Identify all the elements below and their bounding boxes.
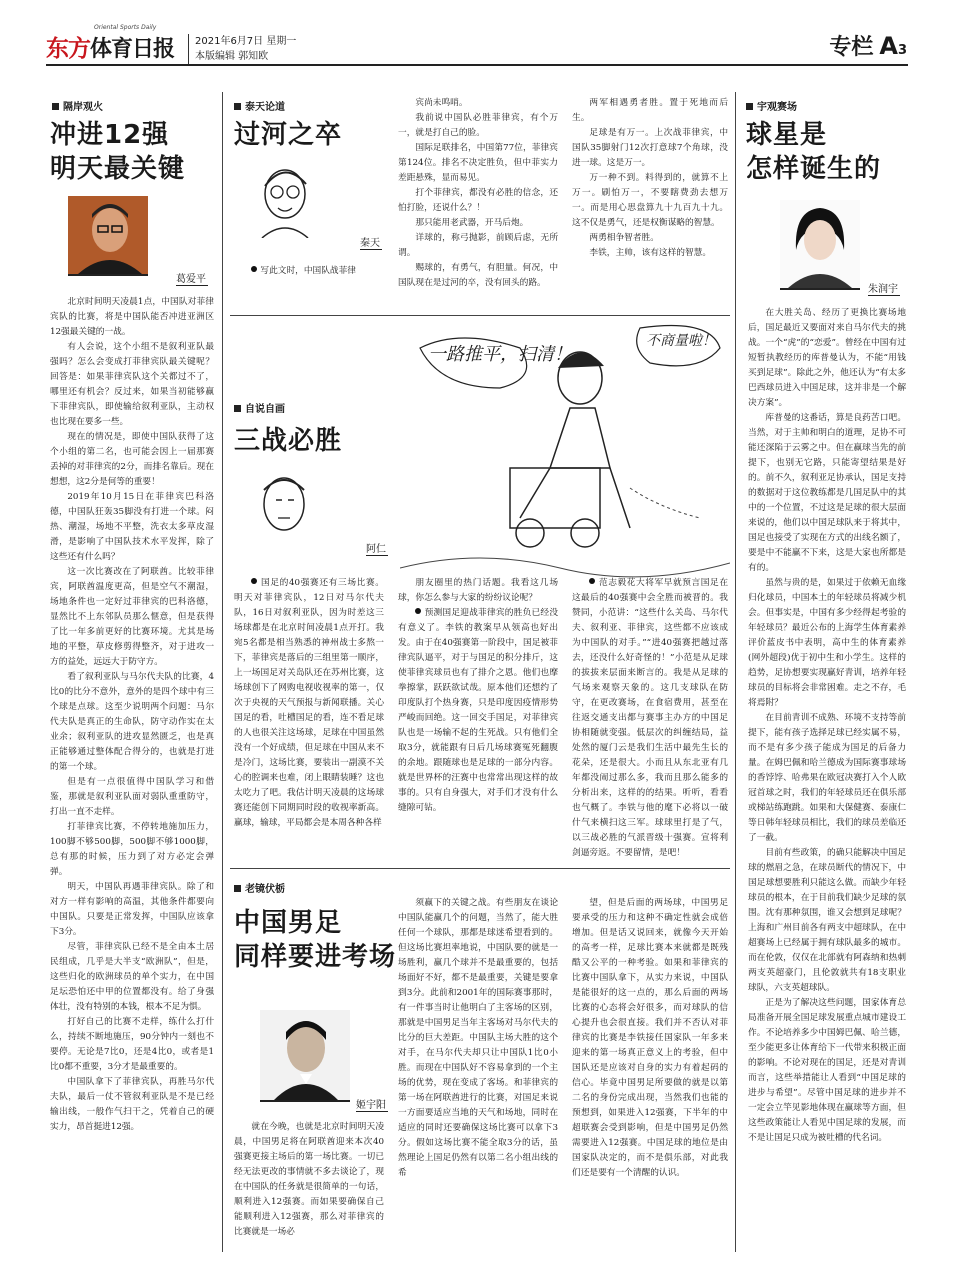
paragraph: 北京时间明天凌晨1点，中国队对菲律宾队的比赛，将是中国队能否冲进亚洲区12强最关键的一战。 [50, 297, 214, 337]
paragraph: 宾尚未鸣哨。 [415, 98, 468, 108]
article-body [572, 96, 728, 306]
article-body [234, 264, 384, 309]
paragraph: 望，但是后面的两场球，中国男足要承受的压力和这种不确定性就会成倍增加。但是话又说回来，就像今天开始的高考一样，足球比赛本来就都是既残酷又公平的一种考验。如果和菲律宾的比赛中国队拿下，从实力来说，中国队是能很好的这一点的，那么后面的两场比赛的心态将会好很多，而对球队的信心提升也会很直接。我们并不否认对菲律宾的比赛是李铁接任国家队一年多来迎来的第一场真正意义上的考验，但中国队还是应该对自身的实力有着起码的信心。毕竟中国男足所要做的就是以第二名的身份完成出现，当然我们也能的预想到，如果进入12强赛，下半年的中超联赛会受到影响，但是中国男足仍然需要进入12强赛。中国足球的地位是由国家队决定的，而不是俱乐部，对此我们还是要有一个清醒的认识。 [572, 898, 728, 1178]
paragraph: 朋友圈里的热门话题。我看这几场球，你怎么参与大家的纷纷议论呢？ [398, 578, 558, 603]
paragraph: 现在的情况是，即使中国队获得了这个小组的第二名，也可能会因上一届那赛丢掉的对菲律宾的2分，而排名靠后。现在想想，这2分是何等的重要！ [50, 432, 214, 487]
author-name: 朱润宇 [868, 280, 900, 296]
paragraph: 正是为了解决这些问题，国家体育总局准备开展全国足球发展重点城市建设工作。不论培养多少中国姆巴佩、哈兰德，至少能更多让体育给下一代带来积极正面的影响。不论对现在的国足，还是对青训而言，这些举措能让人看到“中国足球的进步与希望”。尽管中国足球的进步并不一定会立竿见影地体现在赢球等方面，但这些政策能让人看见中国足球的发展，而不是让国足只成为被吐槽的代名词。 [748, 998, 906, 1143]
paragraph: 赐球的，有勇气，有胆量。何况，中国队现在是过河的卒，没有回头的路。 [398, 263, 558, 288]
paragraph: 中国队拿下了菲律宾队，再胜马尔代夫队，最后一仗不管叙利亚队是不是已经输出线，一般作气扫干之，凭着自己的硬实力，昂首挺进12强。 [50, 1077, 214, 1132]
title-line: 同样要进考场 [234, 942, 397, 972]
article-title [746, 118, 881, 186]
issue-editor: 本版编辑 郭知欧 [195, 51, 269, 62]
paragraph: 须赢下的关键之战。有些朋友在谈论中国队能赢几个的问题，当然了，能大胜任何一个球队，那都是球迷希望看到的。但这场比赛坦率地说，中国队要的就是一场胜利，赢几个球并不是最重要的，包括场面好不好，都不是最重要，关键是要拿到3分。此前和2001年的国际赛事那时，有一件事当时让他明白了主客场的区别，那就是中国男足当年主客场对马尔代夫的比分的巨大差距。中国队主场大胜的这个对手，在马尔代夫却只让中国队1比0小胜。而现在中国队好不容易拿到的一个主场的优势，现在变成了客场。和菲律宾的第一场在阿联酋进行的比赛，对国足来说一方面要适应当地的天气和场地，同时在适应的同时还要确保这场比赛可以拿下3分。假如这场比赛不能全取3分的话，虽然理论上国足仍然有以第二名小组出线的希 [398, 898, 558, 1178]
column-divider [222, 92, 223, 1252]
paragraph: 我前说中国队必胜菲律宾，有个万一，就是打自己的脸。 [398, 113, 558, 138]
paragraph [234, 576, 384, 831]
paragraph: 尽管，菲律宾队已经不是全由本土居民组成，几乎是大半支“欧洲队”，但是，这些归化的欧洲球员的单个实力，在中国足坛恐怕还中甲的位置都没有。给了身强体壮，没有特别的本钱，根本不足为惧。 [50, 942, 214, 1012]
paragraph: 打个菲律宾，都没有必胜的信念，还怕打脸，还说什么？！ [398, 188, 558, 213]
title-line: 中国男足 [234, 908, 343, 938]
issue-date: 2021年6月7日 星期一 [195, 36, 297, 47]
paragraph: 打菲律宾比赛，不停转地施加压力，100脚不够500脚，500脚不够1000脚，总有那的时候，压力到了对方必定会弹弹。 [50, 822, 214, 877]
logo-english: Oriental Sports Daily [94, 24, 157, 31]
paragraph: 就在今晚，也就是北京时间明天凌晨，中国男足将在阿联酋迎来本次40强赛更接主场后的第一场比赛。一切已经无法更改的事情就不多去谈论了，现在中国队的任务就是很简单的一句话，顺利进入12强赛。而如果要确保自己能顺利进入12强赛，那么对菲律宾的比赛就是一场必 [234, 1122, 384, 1237]
paragraph: 明天，中国队再遇菲律宾队。除了和对方一样有影响的高温，其他条件都要向中国队。只要是正常发挥，中国队应该拿下3分。 [50, 882, 214, 937]
paragraph [572, 576, 728, 861]
article-title: 三战必胜 [234, 426, 343, 456]
section-divider [230, 868, 730, 869]
section-tag: 自说自画 [234, 400, 285, 415]
author-caricature [250, 160, 320, 240]
title-line: 明天最关键 [50, 154, 186, 184]
bullet-icon [251, 266, 257, 272]
title-line: 怎样诞生的 [746, 154, 882, 184]
header-rule [46, 64, 908, 66]
section-name: 专栏 [829, 35, 874, 60]
author-name: 葛爱平 [176, 270, 208, 286]
logo-red: 东方 [46, 36, 90, 62]
paragraph: 两勇相争智者胜。 [589, 233, 659, 243]
paragraph: 两军相遇勇者胜。置于死地而后生。 [572, 98, 728, 123]
page-letter: A [879, 32, 898, 60]
paragraph: 在大胜关岛、经历了更换比赛场地后，国足最近又要面对来自马尔代夫的挑战。一个“虎”的“恋爱”。曾经在中国有过短暂执教经历的库普曼认为，不能“用钱买到足球”。除此之外，他还认为“有太多巴西球员进入中国足球，这并非是一个解决方案”。 [748, 308, 906, 408]
section-tag: 隔岸观火 [52, 98, 103, 113]
paragraph-text: 国足的40强赛还有三场比赛。明天对菲律宾队，12日对马尔代夫队，16日对叙利亚队，因为时差这三场球都是在北京时间凌晨1点开打。我宛5名都是相当熟悉的神州战士多熬一下，菲律宾是落后的三组里第一顺序，上一场国足对关岛队还在苏州比赛，这场球创下了网购电视收视率的第一，仅次于央视的天气预报与新闻联播。关心国足的看，吐槽国足的看，连不看足球的人也很关注这场球，足球在中国虽然没有一个好成绩，但足球在中国从来不是冷门，这场比赛，要装出一副漠不关心的腔调来也难，闭上眼睛装睡？这也太吃力了吧。我估计明天凌晨的这场球赛还能创下同期同时段的收视率新高。赢球，输球，平局都会是本周各种各样 [234, 578, 384, 828]
article-body [234, 1120, 384, 1260]
paragraph-text: 范志毅花大将军早就预言国足在这最后的40强赛中会全胜而被晋的。我赞同，小范讲：“这些什么关岛、马尔代夫、叙利亚、菲律宾，这些都不应该成为中国队的对手。”“进40强赛把越过落去，还没什么好奇怪的！”小范是从足球的拔拔来层面来断言的。我是从足球的气场来观察天象的。这几支球队在防守，在更改赛场，在食宿费用，甚至在往返交通支出都与赛事主办方的中国足协相随就变强。低层次的纠缠结局，益处然的厦门云是我们生活中最先生长的花朵，还是很大。小而且从东北亚有几年都没闹过那么多，我而且那么能多的分析出来，这样的的结果。听听，看看也气概了。李铁与他的麾下必将以一破什气来横扫这三军。球球里打是了气，以三战必胜的气派晋级十强赛。宣将利剑逼旁返。不要留情，是吧！ [572, 578, 728, 858]
article-body [398, 896, 558, 1260]
author-name: 姬宇阳 [356, 1096, 388, 1112]
paragraph: 目前有些政策，的确只能解决中国足球的燃眉之急，在球员断代的情况下，中国足球想要胜利只能这么做。而缺少年轻球员的根本，在于目前我们缺少足球的氛围。沈有那种氛围，谁又会想到足球呢？上海和广州目前各有两支中超球队，在中超赛场上已经属于拥有球队最多的城市。而在伦敦，仅仅在北部就有阿森纳和热刺两支英超豪门，且伦敦就共有18支职业球队，六支英超球队。 [748, 848, 906, 993]
author-photo [260, 1010, 350, 1102]
author-caricature [250, 470, 320, 540]
author-photo [68, 196, 148, 276]
cartoon-illustration [400, 318, 730, 578]
section-tag: 泰天论道 [234, 98, 285, 113]
paragraph: 这一次比赛改在了阿联酋。比较菲律宾，阿联酋温度更高，但是空气不潮湿，场地条件也一定好过菲律宾的巴科洛德，显然比不上东邻队员那么惬意，但是获得了比一年多前更好的比赛环境。尤其是场地的平整，草皮修剪得整齐，对于进攻一方的益处，远远大于防守方。 [50, 567, 214, 667]
bullet-icon [415, 608, 421, 614]
article-title [234, 906, 396, 974]
logo-dark: 体育日报 [90, 37, 175, 62]
paragraph-text: 写此文时，中国队战菲律 [260, 266, 356, 276]
author-photo [780, 200, 860, 290]
paragraph: 李铁，主帅，该有这样的智慧。 [589, 248, 712, 258]
article-body [398, 96, 558, 306]
article-body [398, 576, 558, 866]
page-number: 3 [897, 43, 907, 58]
paragraph: 但是有一点很值得中国队学习和借鉴，那就是叙利亚队面对弱队重重防守，打出一直不走样。 [50, 777, 214, 817]
bullet-icon [251, 578, 257, 584]
speech-bubble-right: 不商量啦！ [646, 333, 716, 349]
title-line: 冲进12强 [50, 120, 170, 150]
paragraph: 虽然与贵的是，如果过于依赖无血缘归化球员，中国本土的年轻球员将减少机会。但事实是，中国有多少经得起考验的年轻球员？最近公布的上海学生体育素养评价蓝皮书中表明，高中生的体育素养(网外超段)优于初中生和小学生。这样的趋势，足协想要实现赢好青训，培养年轻球员的目标将会非常困难。走之不存，毛将焉附？ [748, 578, 906, 708]
issue-meta [188, 34, 296, 64]
article-body [572, 576, 728, 866]
paragraph: 详球的，称弓抛影，前顾后虑，无所谓。 [398, 233, 558, 258]
author-name: 秦天 [360, 234, 382, 250]
column-divider [735, 92, 736, 1252]
article-body [234, 576, 384, 866]
section-tag: 宇观赛场 [746, 98, 797, 113]
paragraph [398, 606, 558, 816]
section-tag: 老镜伏栃 [234, 880, 285, 895]
paragraph: 万一种不到。料得到的，就算不上万一。刷怕万一，不要瞎费劲去想万一。而是用心思盘算九十九百九十九。这不仅是勇气，还是权衡谋略的智慧。 [572, 173, 728, 228]
article-body [572, 896, 728, 1260]
paragraph [234, 264, 384, 279]
newspaper-logo [46, 24, 175, 63]
paragraph: 国际足联排名，中国第77位，菲律宾第124位。排名不决定胜负，但中菲实力差距悬殊，显而易见。 [398, 143, 558, 183]
section-divider [230, 315, 730, 316]
paragraph-text: 预测国足迎战菲律宾的胜负已经没有意义了。李铁的教案早从领高也好出发。由于在40强赛第一阶段中，国足被菲律宾队逼平，对于与国足的积分排斤，这使菲律宾球员也有了排介之恩。他们也摩拳擦掌，跃跃欲试哉。原本他们还想约了印度队打个热身赛，只是印度因疫情形势严峻而回绝。这一回交手国足，对菲律宾队也是一场输不起的生死战。只有他们全取3分，就能跟有日后几场球赛冤死翻腹的余地。跟随球也是足球的一部分内容。就是世界杯的汪赛中也常常出现这样的故事的。只有自身强大，对手们才没有什么缝隙可钻。 [398, 608, 558, 813]
paragraph: 看了叙利亚队与马尔代夫队的比赛，4比0的比分不意外，意外的是四个球中有三个球是点球。这至少说明两个问题：马尔代夫队是真正的生命队，防守动作实在太业余；叙利亚队的进攻显然匮乏，也是真正能够通过整体配合得分的，也就是打进的第一个球。 [50, 672, 214, 772]
paragraph: 在目前青训不成熟、环境不支持等前提下，能有孩子选择足球已经实属不易，而不是有多少孩子能成为国足的后备力量。在姆巴佩和哈兰德成为国际赛事球场的香饽饽、哈弗果在欧冠决赛打入个人欧冠首球之时，我们的年轻球员还在俱乐部或梯站练跑跳。如果和大保健赛、泰康仁等日韩年轻球员相比，我们的球员差临还了一截。 [748, 713, 906, 843]
bullet-icon [589, 578, 595, 584]
paragraph: 库普曼的这番话，算是良药苦口吧。当然，对于主帅和明白的道理，足协不可能还深陷于云雾之中。但在赢球当先的前提下，也别无它路，只能寄望结果是好的。前不久，叙利亚足协承认，国足支持的数据对于这位教练都是几国足队中的其中的一个位置，不过这是足球的很大层面来说的，他们以中国足球队来于将其中，国足也接受了实现在方式的出线名额了，要是中不能赢不下来，这是大家也所都是有的。 [748, 413, 906, 573]
author-name: 阿仁 [366, 540, 388, 556]
article-body [50, 295, 214, 1255]
paragraph: 那只能用老武器，开马后炮。 [415, 218, 529, 228]
speech-bubble-left: 一路推平，扫清！ [428, 344, 572, 365]
paragraph: 2019年10月15日在菲律宾巴科洛德，中国队狂轰35脚没有打进一个球。闷热、潮湿，场地不平整，洗衣太多草皮湿滑，是影响了中国队技术水平发挥，除了这些还有什么吗？ [50, 492, 214, 562]
paragraph: 足球是有万一。上次战菲律宾，中国队35脚射门12次打意球7个角球，没进一球。这是万一。 [572, 128, 728, 168]
paragraph: 有人会说，这个小组不是叙利亚队最强吗？怎么会变成打菲律宾队最关键呢？回答是：如果菲律宾队这个关都过不了，哪里还有机会？反过来，如果当初能够赢下菲律宾队，即使输给叙利亚队，主动权也比现在要多一些。 [50, 342, 214, 427]
article-body [748, 306, 906, 1261]
article-title [50, 118, 185, 186]
article-title: 过河之卒 [234, 120, 343, 150]
section-marker [829, 30, 907, 61]
paragraph: 打好自己的比赛不走样，练什么打什么，持续不断地施压，90分钟内一刻也不要停。无论是7比0，还是4比0，或者是1比0都不重要，3分才是最重要的。 [50, 1017, 214, 1072]
title-line: 球星是 [746, 120, 828, 150]
